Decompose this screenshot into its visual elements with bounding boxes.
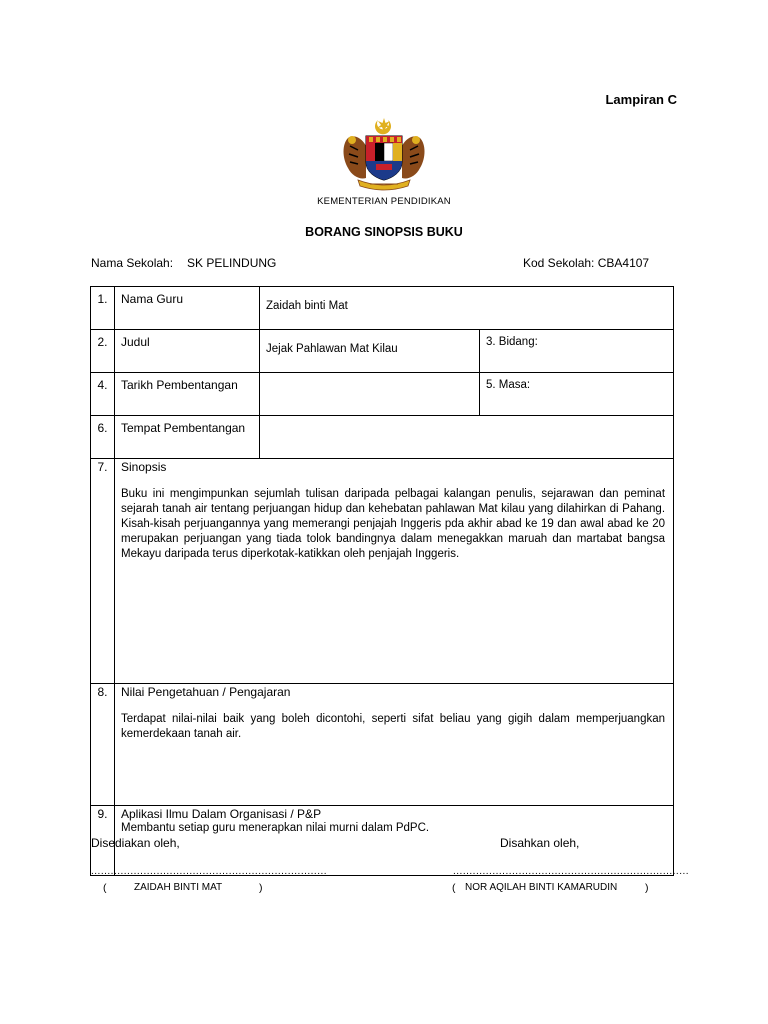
row-number: 9. — [91, 806, 115, 876]
form-row-venue — [91, 416, 674, 459]
row-number: 7. — [91, 459, 115, 684]
ministry-name: KEMENTERIAN PENDIDIKAN — [317, 196, 451, 207]
presentation-venue-value — [260, 416, 674, 459]
synopsis-text: Buku ini mengimpunkan sejumlah tulisan daripada pelbagai kalangan penulis, sejarawan dan peminat sejarah tanah air tentang perjuangan hidup dan kehebatan pahlawan Mat kilau yang dilahirkan di Pahang. Kisah-kisah perjuangannya yang memerangi penjajah Inggeris pda akhir abad ke 19 dan awal abad ke 20 merupakan perjuangan yang tiada tolok bandingnya dalam menegakkan maruah dan martabat bangsa Mekayu daripada terus diperkotak-katikkan oleh penjajah Inggeris. — [121, 488, 666, 560]
open-paren: ( — [452, 882, 456, 894]
form-row-title — [91, 330, 674, 373]
row-number: 8. — [91, 684, 115, 806]
approved-signature-line: ........................................................................ — [453, 866, 690, 877]
presentation-venue-label: Tempat Pembentangan — [115, 416, 260, 459]
book-title-label: Judul — [115, 330, 260, 373]
school-name-label: Nama Sekolah: — [91, 256, 174, 270]
close-paren: ) — [259, 882, 263, 894]
row-number: 2. — [91, 330, 115, 373]
form-row-values — [91, 684, 674, 806]
values-text: Terdapat nilai-nilai baik yang boleh dicontohi, seperti sifat beliau yang gigih dalam memperjuangkan kemerdekaan tanah air. — [121, 713, 666, 740]
prepared-by-name: ZAIDAH BINTI MAT — [134, 882, 223, 893]
row-number: 1. — [91, 287, 115, 330]
teacher-name-label: Nama Guru — [115, 287, 260, 330]
form-title: BORANG SINOPSIS BUKU — [305, 225, 463, 239]
row-number: 4. — [91, 373, 115, 416]
school-name-value: SK PELINDUNG — [187, 256, 277, 270]
open-paren: ( — [103, 882, 107, 894]
values-label: Nilai Pengetahuan / Pengajaran — [121, 685, 291, 699]
values-cell — [115, 684, 674, 806]
form-row-date — [91, 373, 674, 416]
synopsis-cell — [115, 459, 674, 684]
presentation-date-value — [260, 373, 480, 416]
approved-by-name: NOR AQILAH BINTI KAMARUDIN — [465, 882, 618, 893]
form-row-teacher — [91, 287, 674, 330]
synopsis-label: Sinopsis — [121, 460, 167, 474]
teacher-name-value: Zaidah binti Mat — [260, 287, 674, 330]
presentation-date-label: Tarikh Pembentangan — [115, 373, 260, 416]
form-row-synopsis — [91, 459, 674, 684]
prepared-signature-line: ........................................................................ — [91, 866, 328, 877]
prepared-by-label: Disediakan oleh, — [91, 836, 180, 850]
close-paren: ) — [645, 882, 649, 894]
malaysia-coat-of-arms-logo — [336, 116, 432, 192]
time-label: 5. Masa: — [480, 373, 674, 416]
application-cell — [115, 806, 674, 876]
row-number: 6. — [91, 416, 115, 459]
application-label: Aplikasi Ilmu Dalam Organisasi / P&P — [121, 807, 322, 821]
synopsis-form-table — [90, 286, 674, 876]
approved-by-label: Disahkan oleh, — [500, 836, 580, 850]
application-text: Membantu setiap guru menerapkan nilai murni dalam PdPC. — [121, 822, 430, 834]
motto-scroll-icon — [358, 180, 410, 190]
school-code: Kod Sekolah: CBA4107 — [523, 256, 650, 270]
field-label: 3. Bidang: — [480, 330, 674, 373]
lampiran-label: Lampiran C — [605, 92, 677, 107]
book-title-value: Jejak Pahlawan Mat Kilau — [260, 330, 480, 373]
